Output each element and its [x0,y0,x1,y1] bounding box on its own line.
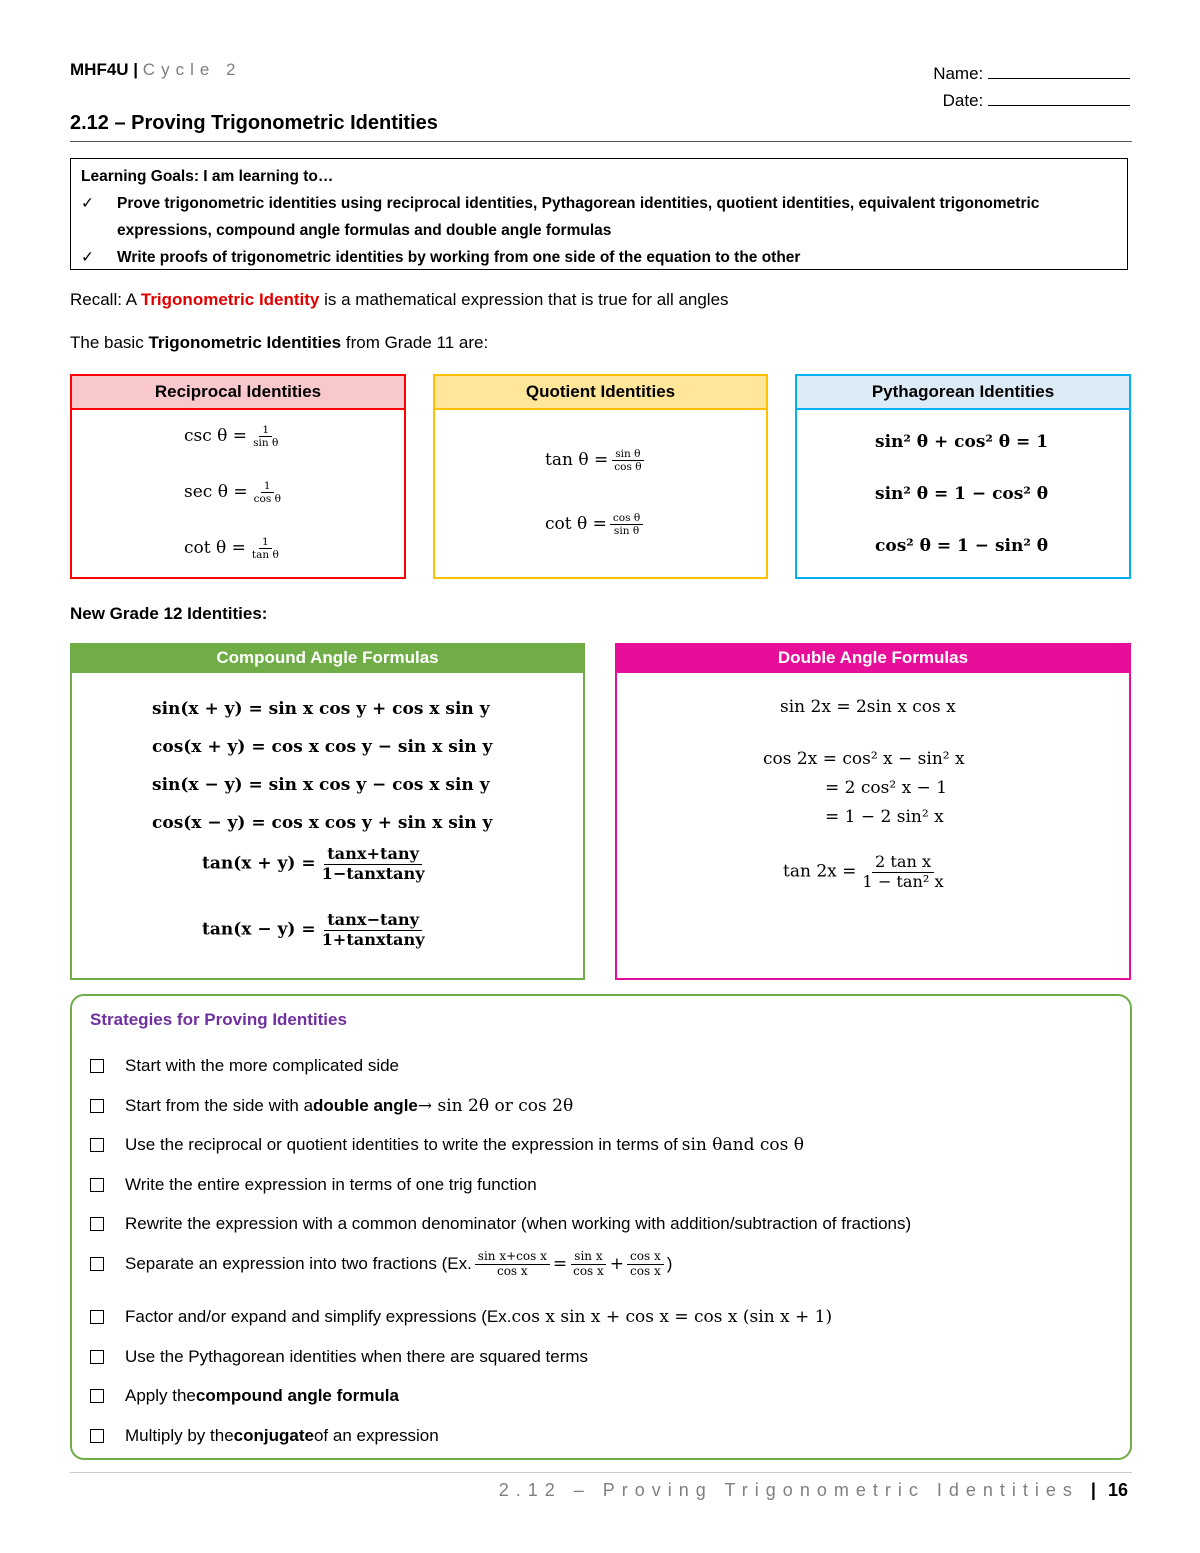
learning-goals-heading: Learning Goals: I am learning to… [81,168,334,185]
double-cos: cos 2x = cos² x − sin² x [763,749,965,769]
double-cos-alt: = 1 − 2 sin² x [825,807,944,827]
basic-identities-intro: The basic Trigonometric Identities from Grade 11 are: [70,333,489,352]
checkbox-icon [90,1059,104,1073]
learning-goal-item: ✓ Prove trigonometric identities using reciprocal identities, Pythagorean identities, quotient identities, equivalent trigonometric expressions, compound angle formulas and double angle formulas [81,190,1117,244]
pythagorean-identities-box [795,374,1131,579]
compound-title: Compound Angle Formulas [72,645,583,673]
checkbox-icon [90,1310,104,1324]
pythagorean-identity: sin² θ = 1 − cos² θ [875,484,1049,504]
checkbox-icon [90,1429,104,1443]
checkbox-icon [90,1257,104,1271]
compound-formula: cos(x + y) = cos x cos y − sin x sin y [152,737,493,757]
quotient-tan: tan θ = $\frac{\text{sin θ}}{\text{cos θ}}$ [545,448,642,474]
pythagorean-identity: sin² θ + cos² θ = 1 [875,432,1049,452]
strategy-item[interactable]: Apply the compound angle formula [90,1386,399,1406]
reciprocal-identities-box [70,374,406,579]
double-angle-box [615,643,1131,980]
strategy-item[interactable]: Rewrite the expression with a common denominator (when working with addition/subtraction of fractions) [90,1214,911,1234]
strategy-item[interactable]: Use the reciprocal or quotient identities to write the expression in terms of sin θ and cos θ [90,1135,804,1155]
course-code: MHF4U | Cycle 2 [70,60,242,79]
compound-formula: sin(x − y) = sin x cos y − cos x sin y [152,775,490,795]
checkbox-icon [90,1178,104,1192]
page-number: 16 [1107,1480,1128,1500]
checkbox-icon [90,1389,104,1403]
compound-formula: sin(x + y) = sin x cos y + cos x sin y [152,699,490,719]
learning-goal-item: ✓ Write proofs of trigonometric identities by working from one side of the equation to the other [81,244,1117,271]
double-cos-alt: = 2 cos² x − 1 [825,778,948,798]
double-tan: tan 2x = $\frac{\text{2 tan x}}{\text{1 − tan² x}}$ [783,852,944,891]
pythagorean-title: Pythagorean Identities [797,376,1129,410]
quotient-identities-box [433,374,768,579]
page-footer: 2.12 – Proving Trigonometric Identities | 16 [498,1480,1128,1500]
check-icon: ✓ [81,195,94,212]
reciprocal-cot: cot θ = $\frac{1}{\text{tan θ}}$ [184,536,279,562]
strategy-item[interactable]: Factor and/or expand and simplify expressions (Ex. cos x sin x + cos x = cos x (sin x + 1) [90,1307,832,1327]
strategies-title: Strategies for Proving Identities [90,1010,347,1029]
recall-text: Recall: A Trigonometric Identity is a mathematical expression that is true for all angles [70,290,729,309]
checkbox-icon [90,1099,104,1113]
compound-formula: cos(x − y) = cos x cos y + sin x sin y [152,813,493,833]
strategy-item[interactable]: Write the entire expression in terms of one trig function [90,1175,537,1195]
strategy-item[interactable]: Separate an expression into two fractions (Ex. $\frac{\text{sin x+cos x}}{\text{cos x}}$ = $\frac{\text{sin x}}{\text{cos x}}$ + $\frac{\text{cos x}}{\text{cos x}}$ ) [90,1250,672,1279]
strategy-item[interactable]: Start from the side with a double angle → sin 2θ or cos 2θ [90,1096,573,1116]
checkbox-icon [90,1138,104,1152]
compound-tan-minus: tan(x − y) = $\frac{\tan x-\tan y}{\text{1+tanxtany}}$ [202,910,425,949]
checkbox-icon [90,1217,104,1231]
strategies-box [70,994,1132,1460]
compound-angle-box [70,643,585,980]
check-icon: ✓ [81,249,94,266]
reciprocal-csc: csc θ = $\frac{1}{\text{sin θ}}$ [184,424,279,450]
title-divider [70,141,1132,142]
double-sin: sin 2x = 2sin x cos x [780,697,956,717]
double-title: Double Angle Formulas [617,645,1129,673]
reciprocal-sec: sec θ = $\frac{1}{\text{cos θ}}$ [184,480,281,506]
new-identities-heading: New Grade 12 Identities: [70,604,268,623]
cycle-label: Cycle 2 [142,60,242,79]
date-field[interactable]: Date: [933,87,1130,114]
reciprocal-title: Reciprocal Identities [72,376,404,410]
pythagorean-identity: cos² θ = 1 − sin² θ [875,536,1049,556]
strategy-item[interactable]: Use the Pythagorean identities when there are squared terms [90,1347,588,1367]
checkbox-icon [90,1350,104,1364]
quotient-cot: cot θ = $\frac{\text{cos θ}}{\text{sin θ}}$ [545,512,646,537]
strategy-item[interactable]: Start with the more complicated side [90,1056,399,1076]
footer-divider [70,1472,1132,1473]
name-field[interactable]: Name: [933,60,1130,87]
learning-goals-box [70,158,1128,270]
quotient-title: Quotient Identities [435,376,766,410]
compound-tan-plus: tan(x + y) = $\frac{\tan x+\tan y}{\text{1−tanxtany}}$ [202,844,425,883]
page-title: 2.12 – Proving Trigonometric Identities [70,112,438,134]
strategy-item[interactable]: Multiply by the conjugate of an expression [90,1426,439,1446]
name-date-block [933,60,1130,114]
